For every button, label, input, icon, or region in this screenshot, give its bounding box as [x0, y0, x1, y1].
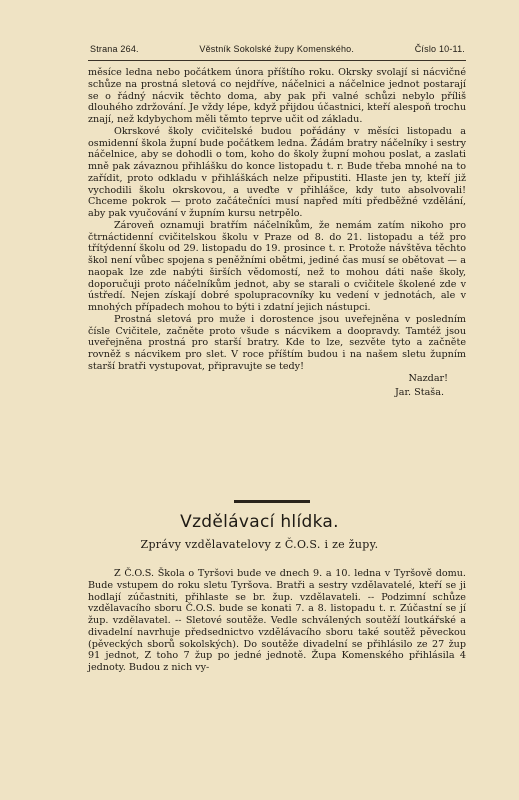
running-header: [90, 44, 465, 54]
journal-title: Věstník Sokolské župy Komenského.: [199, 44, 355, 54]
header-divider: [88, 60, 466, 61]
section-divider: [234, 500, 310, 503]
article-paragraph: Zároveň oznamuji bratřím náčelníkům, že nemám zatím nikoho pro čtrnáctidenní cvičitelskou školu v Praze od 8. do 21. listopadu a též pro třítýdenní školu od 29. listopadu do 19. prosince t. r. Protože návštěva těchto škol není vůbec spojena s peněžními obětmi, jediné čas musí se obětovat — a naopak lze zde nabýti širších vědomostí, než to mohou dáti naše školy, doporučuji proto náčelníkům jednot, aby se starali o cvičitele školené zde v ústředí. Nejen získají dobré spolupracovníky ku vedení v jednotách, ale v mnohých případech mohou to býti i zdatní jejich nástupci.: [88, 219, 466, 313]
article-paragraph: Okrskové školy cvičitelské budou pořádány v měsíci listopadu a osmidenní škola župní bude počátkem ledna. Žádám bratry náčelníky i sestry náčelnice, aby se dohodli o tom, koho do školy župní mohou poslat, a zaslati mně pak závaznou přihlášku do konce listopadu t. r. Bude třeba mnohé na to zařídit, proto odkladu v přihláškách nelze připustiti. Hlaste jen ty, kteří již vychodili školu okrskovou, a uveďte v přihlášce, kdy tuto absolvovali! Chceme pokrok — proto začátečníci musí napřed míti předběžné vzdělání, aby pak vyučování v župním kursu netrpělo.: [88, 125, 466, 219]
article-body: [88, 67, 466, 399]
article-closing: Nazdar!: [408, 372, 448, 384]
article-paragraph: Prostná sletová pro muže i dorostence jsou uveřejněna v posledním čísle Cvičitele, začněte proto všude s nácvikem a doopravdy. Tamtéž jsou uveřejněna prostná pro starší bratry. Kde to lze, sezvěte tyto a začněte rovněž s nácvikem pro slet. V roce příštím budou i na našem sletu župním starší bratři vystupovat, připravujte se tedy!: [88, 313, 466, 372]
section-body: [88, 568, 466, 674]
section-paragraph: Z Č.O.S. Škola o Tyršovi bude ve dnech 9. a 10. ledna v Tyršově domu. Bude vstupem do roku sletu Tyršova. Bratři a sestry vzdělavatelé, kteří se ji hodlají zúčastniti, přihlaste se br. žup. vzdělavateli. -- Podzimní schůze vzdělavacího sboru Č.O.S. bude se konati 7. a 8. listopadu t. r. Zúčastní se jí žup. vzdělavatel. -- Sletové soutěže. Vedle schválených soutěží loutkářské a divadelní navrhuje předsednictvo vzdělávacího sboru také soutěž pěveckou (pěveckých sborů sokolských). Do soutěže divadelní se přihlásilo ze 27 žup 91 jednot, Z toho 7 žup po jedné jednotě. Župa Komenského přihlásila 4 jednoty. Budou z nich vy-: [88, 568, 466, 673]
article-paragraph: měsíce ledna nebo počátkem února příštího roku. Okrsky svolají si nácvičné schůze na prostná sletová co nejdříve, náčelnici a náčelnice jednot postarají se o řádný nácvik těchto doma, aby pak při valné schůzi nebylo příliš dlouhého zdržování. Je vždy lépe, když přijdou účastnici, kteří alespoň trochu znají, než kdybychom měli těmto teprve učit od základu.: [88, 67, 466, 125]
issue-number: Číslo 10-11.: [414, 44, 465, 54]
article-signature: Jar. Staša.: [394, 387, 444, 399]
section-title: Vzdělávací hlídka.: [180, 512, 339, 532]
section-subtitle: Zprávy vzdělavatelovy z Č.O.S. i ze župy.: [140, 538, 379, 551]
page-number: Strana 264.: [90, 44, 139, 54]
